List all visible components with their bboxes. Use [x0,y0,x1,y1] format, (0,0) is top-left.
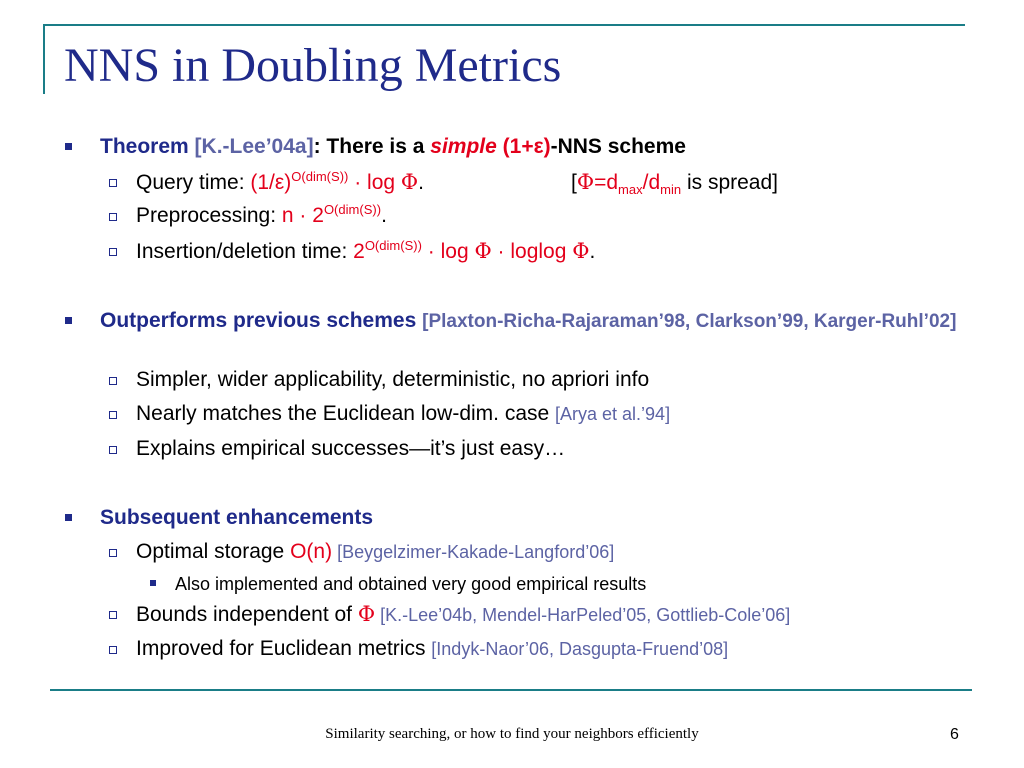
sub-bullet-empirical [136,436,565,462]
storage-text: Optimal storage [136,540,291,563]
phi-symbol: Φ [572,239,590,263]
storage-citation: [Beygelzimer-Kakade-Langford’06] [332,542,615,562]
ins-exponent: O(dim(S)) [364,238,422,253]
query-log: · log [348,171,401,194]
sub-bullet-query-time [136,169,424,196]
sub-bullet-optimal-storage [136,539,614,565]
slide-title: NNS in Doubling Metrics [64,39,562,92]
sub-bullet-euclidean-improved [136,636,728,662]
query-period: . [418,171,424,194]
outperforms-item-text: Explains empirical successes—it’s just easy… [136,437,566,460]
outperforms-item-text: Simpler, wider applicability, deterministic, no apriori info [136,368,650,391]
outperforms-item-text: Nearly matches the Euclidean low-dim. case [136,402,556,425]
hollow-square-bullet-icon [109,446,117,454]
euclid-text: Improved for Euclidean metrics [136,637,432,660]
spread-eq: =d [594,171,619,194]
title-accent-vertical-line [43,24,45,94]
bullet-outperforms [100,308,970,335]
outperforms-citation: [Plaxton-Richa-Rajaraman’98, Clarkson’99, Karger-Ruhl’02] [422,311,957,332]
spread-max: max [618,182,643,198]
sub-sub-bullet-implemented [175,572,646,596]
ins-base: 2 [353,240,365,263]
bounds-citation: [K.-Lee’04b, Mendel-HarPeled’05, Gottlieb-Cole’06] [375,605,791,625]
sub-bullet-bounds-independent [136,601,790,628]
square-bullet-icon [150,580,156,586]
outperforms-label: Outperforms previous schemes [100,309,417,332]
ins-log: · log [421,240,475,263]
bullet-theorem [100,134,980,160]
sub-bullet-insertion-deletion [136,238,595,265]
theorem-label: Theorem [100,135,189,158]
hollow-square-bullet-icon [109,179,117,187]
ins-loglog: · loglog [491,240,573,263]
storage-big-o: O(n) [290,540,333,563]
theorem-scheme: -NNS scheme [550,135,686,158]
theorem-simple: simple [430,135,497,158]
ins-period: . [589,240,596,263]
sub-bullet-preprocessing [136,203,387,229]
sub-bullet-euclidean-match [136,401,670,427]
hollow-square-bullet-icon [109,549,117,557]
square-bullet-icon [65,143,72,150]
euclid-citation: [Indyk-Naor’06, Dasgupta-Fruend’08] [431,639,729,659]
ins-label: Insertion/deletion time: [136,240,354,263]
title-accent-horizontal-line [43,24,965,26]
prep-base: n · 2 [281,204,324,227]
phi-symbol: Φ [400,170,419,194]
spread-open: [ [571,171,577,194]
spread-min: min [660,182,682,198]
bullet-enhancements [100,505,980,531]
enhancements-label: Subsequent enhancements [100,506,374,529]
hollow-square-bullet-icon [109,411,117,419]
prep-exponent: O(dim(S)) [323,202,382,217]
theorem-approx: (1+ε) [502,135,551,158]
theorem-colon: : [313,135,321,158]
page-number: 6 [950,726,959,743]
query-base: (1/ε) [250,171,292,194]
square-bullet-icon [65,317,72,324]
hollow-square-bullet-icon [109,248,117,256]
storage-sub-text: Also implemented and obtained very good empirical results [175,574,647,594]
spread-slash: /d [642,171,661,194]
prep-label: Preprocessing: [136,204,282,227]
phi-symbol: Φ [357,602,376,626]
sub-bullet-simpler [136,367,649,393]
hollow-square-bullet-icon [109,377,117,385]
query-label: Query time: [136,171,251,194]
bounds-text: Bounds independent of [136,603,358,626]
theorem-intro: There is a [320,135,431,158]
spread-close: is spread] [681,171,778,194]
theorem-citation: [K.-Lee’04a] [194,135,314,158]
hollow-square-bullet-icon [109,611,117,619]
query-exponent: O(dim(S)) [291,169,349,184]
slide-footer: Similarity searching, or how to find your neighbors efficiently [325,726,699,742]
prep-period: . [381,204,387,227]
phi-symbol: Φ [474,239,492,263]
square-bullet-icon [65,514,72,521]
hollow-square-bullet-icon [109,646,117,654]
outperforms-item-cite: [Arya et al.’94] [555,404,671,424]
phi-symbol: Φ [576,170,595,194]
hollow-square-bullet-icon [109,213,117,221]
spread-definition [571,169,778,196]
footer-divider-line [50,689,972,691]
